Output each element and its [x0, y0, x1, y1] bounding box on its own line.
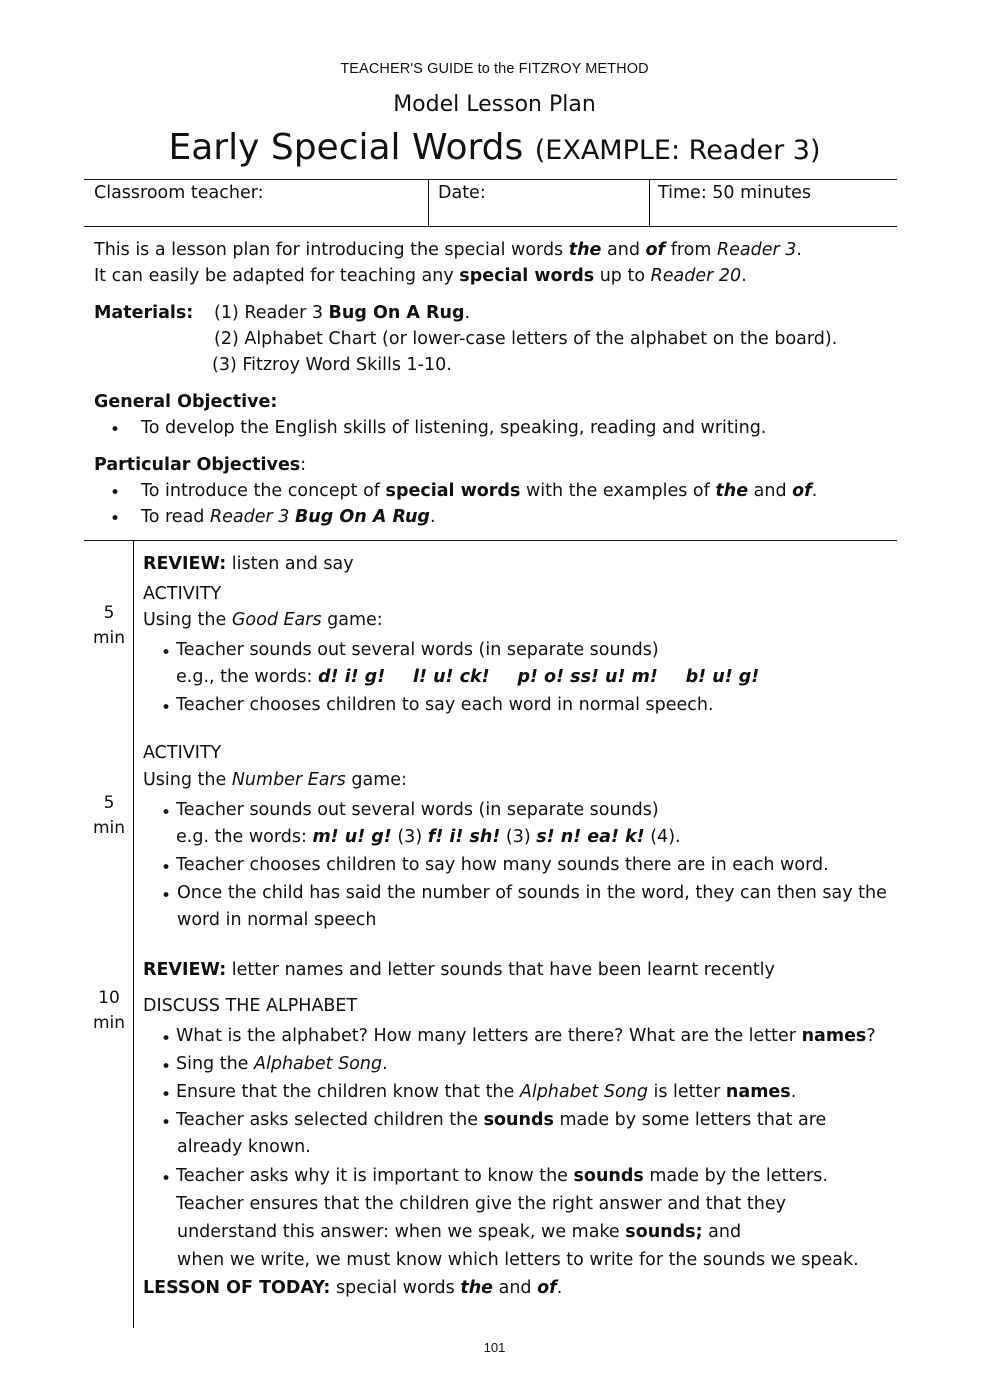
review-heading: REVIEW: letter names and letter sounds that have been learnt recently — [143, 960, 775, 980]
activity-step-continued: word in normal speech — [177, 910, 377, 930]
activity-step: Teacher sounds out several words (in separate sounds) — [176, 640, 659, 660]
bullet-icon: • — [161, 886, 172, 906]
bullet-icon: • — [161, 803, 172, 823]
table-bottom-border — [84, 226, 897, 227]
material-item: (3) Fitzroy Word Skills 1-10. — [212, 355, 452, 375]
particular-objectives-label: Particular Objectives: — [94, 455, 307, 475]
time-column-divider — [133, 540, 134, 1328]
bullet-icon: • — [161, 858, 172, 878]
lesson-of-today: LESSON OF TODAY: special words the and of. — [143, 1278, 563, 1298]
running-head: TEACHER'S GUIDE to the FITZROY METHOD — [340, 61, 649, 77]
bullet-icon: • — [161, 1113, 172, 1133]
bullet-icon: • — [110, 509, 121, 529]
materials-label: Materials: — [94, 303, 194, 323]
particular-objective-item: To read Reader 3 Bug On A Rug. — [141, 507, 436, 527]
material-item: (1) Reader 3 Bug On A Rug. — [214, 303, 471, 323]
general-objective-item: To develop the English skills of listening, speaking, reading and writing. — [141, 418, 767, 438]
discussion-step-continued: understand this answer: when we speak, we make sounds; and — [177, 1222, 742, 1242]
activity-game-line: Using the Good Ears game: — [143, 610, 383, 630]
discussion-step-continued: Teacher ensures that the children give the right answer and that they — [176, 1194, 786, 1214]
intro-line-1: This is a lesson plan for introducing the special words the and of from Reader 3. — [94, 240, 802, 260]
bullet-icon: • — [161, 1169, 172, 1189]
duration-label: 5 min — [92, 603, 126, 648]
bullet-icon: • — [161, 1029, 172, 1049]
activity-step: Teacher chooses children to say each word in normal speech. — [176, 695, 714, 715]
intro-line-2: It can easily be adapted for teaching any special words up to Reader 20. — [94, 266, 747, 286]
discussion-step: Sing the Alphabet Song. — [176, 1054, 388, 1074]
title-main: Early Special Words — [168, 127, 524, 168]
review-heading: REVIEW: listen and say — [143, 554, 354, 574]
activity-heading: ACTIVITY — [143, 584, 222, 604]
activity-heading: ACTIVITY — [143, 743, 222, 763]
table-divider — [428, 179, 429, 227]
procedure-top-border — [84, 540, 897, 541]
title-example: (EXAMPLE: Reader 3) — [534, 135, 821, 166]
discussion-step: Ensure that the children know that the Alphabet Song is letter names. — [176, 1082, 797, 1102]
table-divider — [649, 179, 650, 227]
bullet-icon: • — [110, 420, 121, 440]
discussion-step: Teacher asks why it is important to know the sounds made by the letters. — [176, 1166, 828, 1186]
bullet-icon: • — [161, 698, 172, 718]
time-field: Time: 50 minutes — [658, 183, 811, 203]
discuss-heading: DISCUSS THE ALPHABET — [143, 996, 358, 1016]
example-words: e.g. the words: m! u! g! (3) f! i! sh! (3) s! n! ea! k! (4). — [176, 827, 681, 847]
activity-step: Once the child has said the number of sounds in the word, they can then say the — [177, 883, 887, 903]
page-number: 101 — [483, 1340, 506, 1355]
discussion-step-continued: when we write, we must know which letters to write for the sounds we speak. — [177, 1250, 859, 1270]
discussion-step-continued: already known. — [177, 1137, 311, 1157]
general-objective-label: General Objective: — [94, 392, 278, 412]
activity-game-line: Using the Number Ears game: — [143, 770, 407, 790]
material-item: (2) Alphabet Chart (or lower-case letters of the alphabet on the board). — [214, 329, 838, 349]
bullet-icon: • — [110, 483, 121, 503]
date-field: Date: — [438, 183, 486, 203]
bullet-icon: • — [161, 643, 172, 663]
particular-objective-item: To introduce the concept of special words with the examples of the and of. — [141, 481, 818, 501]
bullet-icon: • — [161, 1085, 172, 1105]
page-title — [0, 127, 989, 168]
example-words: e.g., the words: d! i! g! l! u! ck! p! o! ss! u! m! b! u! g! — [176, 667, 760, 687]
discussion-step: Teacher asks selected children the sounds made by some letters that are — [176, 1110, 827, 1130]
discussion-step: What is the alphabet? How many letters are there? What are the letter names? — [176, 1026, 876, 1046]
classroom-teacher-field: Classroom teacher: — [94, 183, 264, 203]
lesson-type-heading: Model Lesson Plan — [393, 92, 596, 117]
table-top-border — [84, 179, 897, 180]
activity-step: Teacher sounds out several words (in separate sounds) — [176, 800, 659, 820]
duration-label: 10 min — [92, 988, 126, 1033]
bullet-icon: • — [161, 1057, 172, 1077]
activity-step: Teacher chooses children to say how many sounds there are in each word. — [176, 855, 829, 875]
duration-label: 5 min — [92, 793, 126, 838]
